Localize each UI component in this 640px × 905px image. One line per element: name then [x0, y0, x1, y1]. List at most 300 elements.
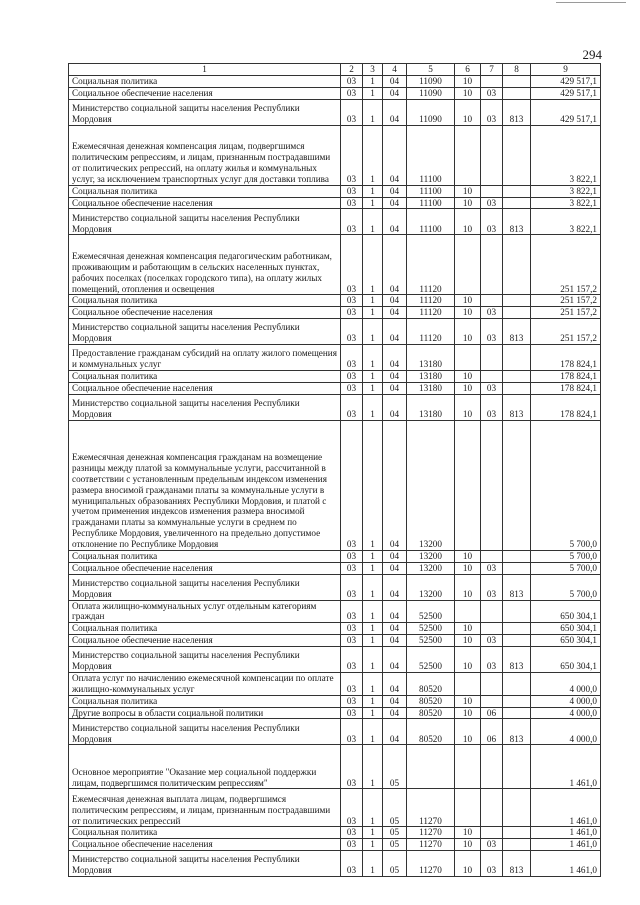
cell-code-section: 10: [455, 76, 481, 88]
cell-code-section: 10: [455, 209, 481, 235]
cell-code-program: 1: [363, 635, 383, 647]
cell-amount: 429 517,1: [531, 99, 601, 125]
cell-code-min: 03: [341, 719, 363, 745]
cell-code-vr: [503, 420, 531, 550]
cell-code-subprogram: 04: [383, 394, 407, 420]
cell-code-subsection: 03: [481, 394, 503, 420]
cell-item-name: Оплата услуг по начислению ежемесячной компенсации по оплате жилищно-коммунальных услуг: [69, 673, 341, 696]
cell-code-program: 1: [363, 307, 383, 319]
table-row: [69, 647, 601, 673]
cell-code-subsection: 03: [481, 647, 503, 673]
cell-code-program: 1: [363, 319, 383, 345]
cell-code-subsection: [481, 185, 503, 197]
cell-code-program: 1: [363, 827, 383, 839]
table-row: [69, 562, 601, 574]
cell-code-min: 03: [341, 420, 363, 550]
cell-code-vr: [503, 695, 531, 707]
cell-item-name: Социальная политика: [69, 623, 341, 635]
cell-code-vr: [503, 839, 531, 851]
cell-code-subprogram: 05: [383, 827, 407, 839]
cell-code-subsection: [481, 235, 503, 295]
table-row: [69, 99, 601, 125]
header-col-3: 3: [363, 64, 383, 76]
cell-item-name: Социальная политика: [69, 371, 341, 383]
cell-code-vr: [503, 125, 531, 185]
cell-code-subsection: [481, 673, 503, 696]
cell-code-subprogram: 04: [383, 345, 407, 371]
cell-code-subsection: 03: [481, 99, 503, 125]
cell-code-program: 1: [363, 345, 383, 371]
cell-code-program: 1: [363, 185, 383, 197]
cell-code-direction: 11100: [407, 209, 455, 235]
cell-code-min: 03: [341, 295, 363, 307]
table-row: [69, 851, 601, 877]
cell-amount: 1 461,0: [531, 851, 601, 877]
cell-code-min: 03: [341, 125, 363, 185]
cell-code-min: 03: [341, 319, 363, 345]
cell-code-program: 1: [363, 99, 383, 125]
cell-code-program: 1: [363, 707, 383, 719]
table-row: [69, 371, 601, 383]
cell-code-subsection: [481, 827, 503, 839]
cell-item-name: Ежемесячная денежная выплата лицам, подвергшимся политическим репрессиям, и лицам, признанным пострадавшими от политических репрессий: [69, 789, 341, 827]
cell-code-vr: [503, 295, 531, 307]
cell-code-min: 03: [341, 635, 363, 647]
cell-code-direction: 11270: [407, 827, 455, 839]
cell-code-vr: [503, 87, 531, 99]
cell-item-name: Предоставление гражданам субсидий на оплату жилого помещения и коммунальных услуг: [69, 345, 341, 371]
cell-code-subsection: [481, 695, 503, 707]
cell-code-subsection: [481, 125, 503, 185]
cell-code-min: 03: [341, 647, 363, 673]
cell-code-vr: [503, 185, 531, 197]
cell-code-subsection: [481, 789, 503, 827]
cell-code-section: 10: [455, 695, 481, 707]
cell-code-vr: 813: [503, 394, 531, 420]
cell-code-section: 10: [455, 851, 481, 877]
table-row: [69, 827, 601, 839]
table-row: [69, 394, 601, 420]
cell-code-program: 1: [363, 600, 383, 623]
cell-code-vr: 813: [503, 851, 531, 877]
cell-code-vr: [503, 383, 531, 395]
cell-code-subsection: 03: [481, 319, 503, 345]
cell-amount: 251 157,2: [531, 295, 601, 307]
cell-code-direction: 11090: [407, 87, 455, 99]
cell-item-name: Социальное обеспечение населения: [69, 307, 341, 319]
cell-code-direction: 11270: [407, 851, 455, 877]
cell-code-section: [455, 420, 481, 550]
cell-item-name: Оплата жилищно-коммунальных услуг отдельным категориям граждан: [69, 600, 341, 623]
cell-code-subprogram: 04: [383, 87, 407, 99]
header-col-8: 8: [503, 64, 531, 76]
cell-code-subprogram: 04: [383, 197, 407, 209]
cell-code-min: 03: [341, 839, 363, 851]
table-body: [69, 76, 601, 877]
cell-amount: 3 822,1: [531, 125, 601, 185]
cell-code-section: 10: [455, 319, 481, 345]
cell-code-subprogram: 04: [383, 420, 407, 550]
cell-code-min: 03: [341, 695, 363, 707]
cell-code-section: 10: [455, 623, 481, 635]
cell-code-section: 10: [455, 827, 481, 839]
table-row: [69, 125, 601, 185]
page-number: 294: [582, 47, 602, 62]
cell-item-name: Социальная политика: [69, 185, 341, 197]
cell-code-vr: 813: [503, 99, 531, 125]
cell-code-section: 10: [455, 647, 481, 673]
cell-code-vr: [503, 197, 531, 209]
cell-code-min: 03: [341, 235, 363, 295]
cell-item-name: Социальное обеспечение населения: [69, 383, 341, 395]
cell-code-direction: 13200: [407, 550, 455, 562]
cell-code-program: 1: [363, 647, 383, 673]
cell-code-subprogram: 04: [383, 550, 407, 562]
cell-code-program: 1: [363, 209, 383, 235]
cell-code-subprogram: 05: [383, 789, 407, 827]
header-col-9: 9: [531, 64, 601, 76]
cell-amount: 429 517,1: [531, 76, 601, 88]
cell-amount: 5 700,0: [531, 550, 601, 562]
cell-code-min: 03: [341, 562, 363, 574]
cell-amount: 650 304,1: [531, 635, 601, 647]
cell-code-direction: [407, 745, 455, 789]
cell-code-direction: 11270: [407, 789, 455, 827]
cell-code-subprogram: 04: [383, 635, 407, 647]
table-row: [69, 345, 601, 371]
cell-code-vr: 813: [503, 319, 531, 345]
cell-code-section: [455, 673, 481, 696]
cell-code-direction: 52500: [407, 635, 455, 647]
cell-code-subprogram: 05: [383, 839, 407, 851]
cell-amount: 5 700,0: [531, 562, 601, 574]
cell-code-subprogram: 04: [383, 707, 407, 719]
cell-code-subprogram: 05: [383, 851, 407, 877]
cell-code-min: 03: [341, 394, 363, 420]
cell-code-subprogram: 04: [383, 574, 407, 600]
cell-code-program: 1: [363, 87, 383, 99]
header-col-4: 4: [383, 64, 407, 76]
cell-code-subsection: 03: [481, 574, 503, 600]
table-row: [69, 719, 601, 745]
cell-code-subprogram: 04: [383, 235, 407, 295]
cell-item-name: Социальное обеспечение населения: [69, 562, 341, 574]
cell-code-subprogram: 04: [383, 319, 407, 345]
table-row: [69, 420, 601, 550]
cell-code-direction: 52500: [407, 647, 455, 673]
cell-code-subprogram: 04: [383, 209, 407, 235]
cell-code-subsection: 06: [481, 707, 503, 719]
cell-code-program: 1: [363, 562, 383, 574]
cell-code-subprogram: 04: [383, 562, 407, 574]
cell-code-subprogram: 05: [383, 745, 407, 789]
cell-code-subsection: [481, 745, 503, 789]
cell-code-vr: [503, 600, 531, 623]
cell-item-name: Социальная политика: [69, 76, 341, 88]
cell-amount: 650 304,1: [531, 623, 601, 635]
cell-amount: 650 304,1: [531, 647, 601, 673]
cell-code-subsection: [481, 550, 503, 562]
cell-code-vr: [503, 635, 531, 647]
cell-code-min: 03: [341, 673, 363, 696]
cell-code-min: 03: [341, 209, 363, 235]
cell-code-program: 1: [363, 295, 383, 307]
cell-amount: 178 824,1: [531, 394, 601, 420]
cell-code-vr: [503, 673, 531, 696]
cell-code-min: 03: [341, 574, 363, 600]
cell-code-subprogram: 04: [383, 76, 407, 88]
cell-code-program: 1: [363, 383, 383, 395]
cell-code-section: 10: [455, 839, 481, 851]
cell-code-min: 03: [341, 707, 363, 719]
cell-code-min: 03: [341, 345, 363, 371]
table-row: [69, 295, 601, 307]
cell-code-min: 03: [341, 371, 363, 383]
table-row: [69, 307, 601, 319]
cell-code-direction: 11100: [407, 125, 455, 185]
cell-code-vr: 813: [503, 209, 531, 235]
cell-code-direction: 13200: [407, 420, 455, 550]
cell-code-subsection: 03: [481, 635, 503, 647]
cell-code-subsection: [481, 420, 503, 550]
cell-code-vr: 813: [503, 719, 531, 745]
cell-item-name: Министерство социальной защиты населения Республики Мордовия: [69, 209, 341, 235]
cell-code-program: 1: [363, 719, 383, 745]
cell-code-subsection: [481, 295, 503, 307]
cell-code-min: 03: [341, 851, 363, 877]
cell-code-vr: [503, 745, 531, 789]
cell-amount: 4 000,0: [531, 707, 601, 719]
cell-code-min: 03: [341, 600, 363, 623]
cell-code-program: 1: [363, 673, 383, 696]
cell-amount: 4 000,0: [531, 673, 601, 696]
cell-item-name: Социальное обеспечение населения: [69, 635, 341, 647]
table-row: [69, 635, 601, 647]
cell-code-section: 10: [455, 371, 481, 383]
cell-code-direction: 80520: [407, 673, 455, 696]
cell-code-min: 03: [341, 623, 363, 635]
cell-code-subsection: [481, 371, 503, 383]
cell-amount: 251 157,2: [531, 235, 601, 295]
cell-item-name: Министерство социальной защиты населения Республики Мордовия: [69, 851, 341, 877]
table-row: [69, 789, 601, 827]
cell-code-program: 1: [363, 789, 383, 827]
table-row: [69, 574, 601, 600]
cell-amount: 3 822,1: [531, 185, 601, 197]
cell-code-program: 1: [363, 197, 383, 209]
cell-code-vr: [503, 550, 531, 562]
cell-code-program: 1: [363, 550, 383, 562]
cell-code-program: 1: [363, 125, 383, 185]
cell-code-section: 10: [455, 99, 481, 125]
cell-amount: 5 700,0: [531, 420, 601, 550]
cell-code-min: 03: [341, 307, 363, 319]
table-row: [69, 707, 601, 719]
cell-code-subprogram: 04: [383, 383, 407, 395]
cell-code-subprogram: 04: [383, 673, 407, 696]
cell-code-vr: [503, 345, 531, 371]
cell-item-name: Министерство социальной защиты населения Республики Мордовия: [69, 647, 341, 673]
cell-code-vr: [503, 76, 531, 88]
table-row: [69, 76, 601, 88]
cell-item-name: Министерство социальной защиты населения Республики Мордовия: [69, 394, 341, 420]
cell-code-program: 1: [363, 745, 383, 789]
cell-item-name: Социальное обеспечение населения: [69, 87, 341, 99]
cell-code-subsection: [481, 345, 503, 371]
table-row: [69, 673, 601, 696]
cell-code-section: 10: [455, 295, 481, 307]
cell-code-program: 1: [363, 394, 383, 420]
cell-code-subsection: 03: [481, 839, 503, 851]
table-row: [69, 319, 601, 345]
cell-code-program: 1: [363, 851, 383, 877]
cell-code-direction: 13200: [407, 574, 455, 600]
cell-code-section: 10: [455, 635, 481, 647]
cell-code-program: 1: [363, 420, 383, 550]
cell-amount: 251 157,2: [531, 307, 601, 319]
cell-code-vr: [503, 789, 531, 827]
cell-item-name: Министерство социальной защиты населения Республики Мордовия: [69, 574, 341, 600]
cell-code-program: 1: [363, 574, 383, 600]
cell-item-name: Социальная политика: [69, 827, 341, 839]
cell-item-name: Министерство социальной защиты населения Республики Мордовия: [69, 719, 341, 745]
cell-code-section: [455, 125, 481, 185]
cell-code-section: 10: [455, 197, 481, 209]
table-row: [69, 383, 601, 395]
cell-code-direction: 52500: [407, 600, 455, 623]
cell-code-subsection: 03: [481, 562, 503, 574]
cell-code-subprogram: 04: [383, 623, 407, 635]
cell-code-vr: [503, 371, 531, 383]
table-row: [69, 87, 601, 99]
cell-code-direction: 11100: [407, 197, 455, 209]
cell-code-section: 10: [455, 707, 481, 719]
cell-item-name: Социальное обеспечение населения: [69, 197, 341, 209]
cell-code-subprogram: 04: [383, 647, 407, 673]
cell-code-min: 03: [341, 99, 363, 125]
cell-code-vr: 813: [503, 647, 531, 673]
cell-code-min: 03: [341, 76, 363, 88]
cell-code-vr: [503, 562, 531, 574]
cell-code-direction: 80520: [407, 719, 455, 745]
cell-code-subprogram: 04: [383, 185, 407, 197]
cell-code-direction: 11120: [407, 235, 455, 295]
cell-code-section: 10: [455, 383, 481, 395]
cell-item-name: Социальная политика: [69, 695, 341, 707]
cell-code-program: 1: [363, 839, 383, 851]
cell-item-name: Социальная политика: [69, 550, 341, 562]
cell-code-direction: 13180: [407, 345, 455, 371]
cell-code-program: 1: [363, 623, 383, 635]
cell-code-subsection: [481, 76, 503, 88]
cell-amount: 5 700,0: [531, 574, 601, 600]
cell-code-section: 10: [455, 562, 481, 574]
cell-code-subsection: [481, 600, 503, 623]
cell-code-section: [455, 789, 481, 827]
cell-code-min: 03: [341, 185, 363, 197]
cell-code-subsection: 03: [481, 197, 503, 209]
cell-code-direction: 11270: [407, 839, 455, 851]
table-row: [69, 839, 601, 851]
cell-code-direction: 13180: [407, 371, 455, 383]
cell-amount: 178 824,1: [531, 371, 601, 383]
cell-item-name: Основное мероприятие "Оказание мер социальной поддержки лицам, подвергшимся политическим репрессиям": [69, 745, 341, 789]
cell-code-section: 10: [455, 185, 481, 197]
cell-code-section: 10: [455, 719, 481, 745]
cell-code-subsection: 03: [481, 383, 503, 395]
cell-code-direction: 80520: [407, 695, 455, 707]
cell-code-vr: [503, 623, 531, 635]
cell-code-subprogram: 04: [383, 695, 407, 707]
cell-code-subsection: 03: [481, 87, 503, 99]
cell-amount: 650 304,1: [531, 600, 601, 623]
cell-code-vr: [503, 827, 531, 839]
cell-amount: 178 824,1: [531, 345, 601, 371]
cell-amount: 1 461,0: [531, 789, 601, 827]
cell-amount: 429 517,1: [531, 87, 601, 99]
cell-code-subsection: 03: [481, 851, 503, 877]
cell-code-direction: 13180: [407, 383, 455, 395]
cell-code-section: 10: [455, 87, 481, 99]
cell-code-program: 1: [363, 235, 383, 295]
cell-code-section: [455, 235, 481, 295]
cell-code-section: 10: [455, 307, 481, 319]
cell-code-direction: 11120: [407, 295, 455, 307]
cell-code-subsection: 03: [481, 209, 503, 235]
cell-code-subprogram: 04: [383, 295, 407, 307]
cell-item-name: Ежемесячная денежная компенсация лицам, подвергшимся политическим репрессиям, и лицам, признанным пострадавшими от политических репрессий, на оплату жилья и коммунальных услуг, за исключением транспортных услуг для доставки топлива: [69, 125, 341, 185]
cell-code-min: 03: [341, 550, 363, 562]
table-header-row: [69, 64, 601, 76]
cell-code-program: 1: [363, 695, 383, 707]
cell-code-vr: [503, 235, 531, 295]
cell-code-subsection: 06: [481, 719, 503, 745]
cell-code-subprogram: 04: [383, 307, 407, 319]
table-row: [69, 197, 601, 209]
cell-item-name: Министерство социальной защиты населения Республики Мордовия: [69, 99, 341, 125]
table-row: [69, 623, 601, 635]
cell-code-direction: 80520: [407, 707, 455, 719]
cell-code-min: 03: [341, 827, 363, 839]
cell-item-name: Социальная политика: [69, 295, 341, 307]
cell-code-subprogram: 04: [383, 99, 407, 125]
table-row: [69, 185, 601, 197]
cell-code-subsection: [481, 623, 503, 635]
cell-code-direction: 11090: [407, 76, 455, 88]
cell-code-direction: 11090: [407, 99, 455, 125]
cell-amount: 4 000,0: [531, 695, 601, 707]
header-col-7: 7: [481, 64, 503, 76]
cell-item-name: Другие вопросы в области социальной политики: [69, 707, 341, 719]
cell-item-name: Министерство социальной защиты населения Республики Мордовия: [69, 319, 341, 345]
cell-code-program: 1: [363, 371, 383, 383]
cell-code-min: 03: [341, 789, 363, 827]
budget-table: [68, 63, 601, 877]
cell-code-min: 03: [341, 383, 363, 395]
table-row: [69, 550, 601, 562]
cell-code-subprogram: 04: [383, 125, 407, 185]
cell-code-vr: [503, 307, 531, 319]
table-row: [69, 745, 601, 789]
cell-code-vr: 813: [503, 574, 531, 600]
cell-code-min: 03: [341, 745, 363, 789]
header-col-1: 1: [69, 64, 341, 76]
cell-item-name: Ежемесячная денежная компенсация педагогическим работникам, проживающим и работающим в сельских населенных пунктах, рабочих поселках (поселках городского типа), на оплату жилых помещений, отопления и освещения: [69, 235, 341, 295]
cell-amount: 3 822,1: [531, 209, 601, 235]
cell-code-direction: 52500: [407, 623, 455, 635]
cell-code-subprogram: 04: [383, 719, 407, 745]
cell-code-section: 10: [455, 574, 481, 600]
